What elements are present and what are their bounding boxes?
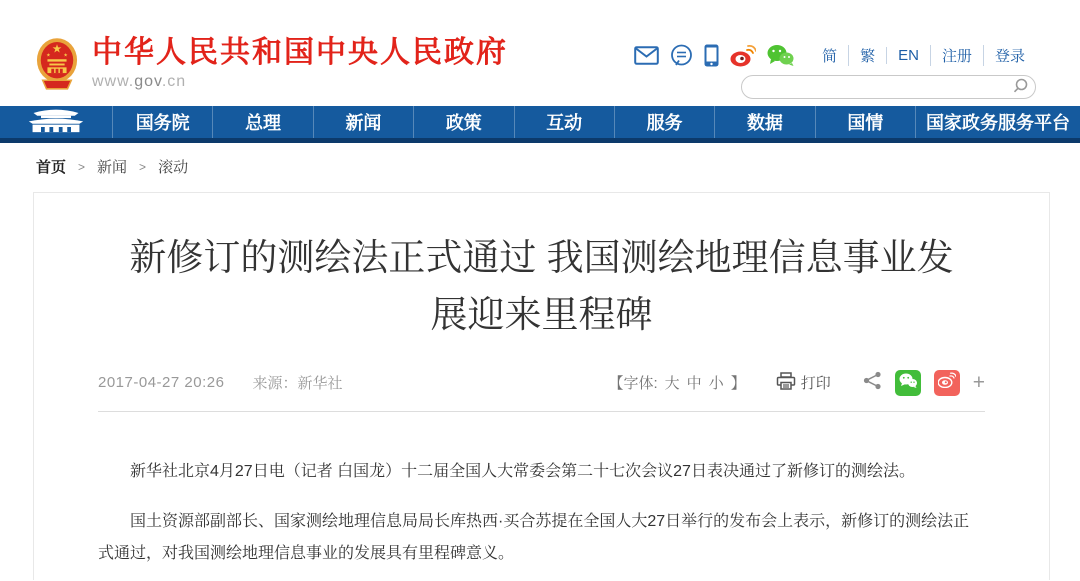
font-size-medium[interactable]: 中 <box>686 375 702 393</box>
share-wechat-button[interactable] <box>895 370 921 396</box>
breadcrumb <box>0 143 1080 189</box>
svg-text:★: ★ <box>51 43 63 56</box>
nav-item-interaction[interactable]: 互动 <box>514 106 614 138</box>
search-input[interactable] <box>741 75 1036 99</box>
font-label-close: 】 <box>730 375 746 393</box>
article-title: 新修订的测绘法正式通过 我国测绘地理信息事业发展迎来里程碑 <box>129 237 954 336</box>
wechat-share-icon <box>899 373 917 393</box>
site-url-www: www. <box>92 73 135 90</box>
source-label: 来源： <box>252 375 298 393</box>
breadcrumb-home[interactable]: 首页 <box>36 159 67 176</box>
publish-date: 2017-04-27 20:26 <box>98 374 225 392</box>
paragraph: 新华社北京4月27日电（记者 白国龙）十二届全国人大常委会第二十七次会议27日表决通过了新修订的测绘法。 <box>130 462 915 480</box>
article-meta <box>98 372 342 393</box>
font-size-control <box>608 372 745 393</box>
weibo-icon[interactable] <box>730 44 756 67</box>
printer-icon <box>776 372 796 394</box>
tiananmen-icon <box>26 106 86 138</box>
source-value: 新华社 <box>297 375 343 393</box>
article-meta-row <box>98 368 985 398</box>
nav-item-policies[interactable]: 政策 <box>413 106 513 138</box>
link-register[interactable]: 注册 <box>930 45 983 66</box>
nav-home[interactable] <box>0 106 112 138</box>
site-logo[interactable] <box>36 36 508 97</box>
nav-item-data[interactable]: 数据 <box>714 106 814 138</box>
site-title: 中华人民共和国中央人民政府 <box>92 36 508 69</box>
share-icon <box>863 371 882 395</box>
nav-item-national-conditions[interactable]: 国情 <box>815 106 915 138</box>
share-button[interactable] <box>863 371 882 395</box>
article-body <box>98 456 985 570</box>
font-size-small[interactable]: 小 <box>708 375 724 393</box>
national-emblem-icon <box>36 36 78 97</box>
nav-item-state-council[interactable]: 国务院 <box>112 106 212 138</box>
source <box>252 372 342 393</box>
weibo-share-icon <box>938 372 956 393</box>
message-icon[interactable] <box>670 44 693 67</box>
utility-row <box>634 42 1036 68</box>
nav-item-services[interactable]: 服务 <box>614 106 714 138</box>
main-nav <box>0 106 1080 143</box>
article-toolbar <box>608 370 985 396</box>
wechat-icon[interactable] <box>767 44 794 66</box>
site-url-gov: gov <box>134 73 162 90</box>
logo-text <box>92 36 508 91</box>
article-container <box>33 192 1050 580</box>
share-weibo-button[interactable] <box>934 370 960 396</box>
svg-text:★: ★ <box>46 53 51 59</box>
font-label-open: 【字体: <box>608 375 658 393</box>
link-english[interactable]: EN <box>886 47 930 64</box>
breadcrumb-separator: > <box>139 159 147 174</box>
breadcrumb-news[interactable]: 新闻 <box>97 159 128 176</box>
search-icon <box>1013 78 1028 96</box>
mail-icon[interactable] <box>634 46 659 65</box>
breadcrumb-rolling[interactable]: 滚动 <box>158 159 189 176</box>
language-account-links <box>811 45 1036 66</box>
mobile-icon[interactable] <box>704 44 719 67</box>
site-url-cn: .cn <box>161 73 187 90</box>
breadcrumb-separator: > <box>78 159 86 174</box>
search-bar <box>741 75 1036 99</box>
link-simplified[interactable]: 简 <box>822 47 838 65</box>
print-label: 打印 <box>800 375 831 393</box>
nav-item-premier[interactable]: 总理 <box>212 106 312 138</box>
print-button[interactable] <box>776 372 831 394</box>
link-login[interactable]: 登录 <box>983 45 1036 66</box>
title-divider <box>98 411 985 412</box>
nav-item-gov-service-platform[interactable]: 国家政务服务平台 <box>915 106 1080 138</box>
nav-item-news[interactable]: 新闻 <box>313 106 413 138</box>
svg-text:★: ★ <box>63 53 68 59</box>
header-utilities <box>634 42 1036 99</box>
site-header <box>0 0 1080 106</box>
site-url <box>92 73 508 91</box>
paragraph: 国土资源部副部长、国家测绘地理信息局局长库热西·买合苏提在全国人大27日举行的发布会上表示，新修订的测绘法正式通过，对我国测绘地理信息事业的发展具有里程碑意义。 <box>98 512 970 562</box>
link-traditional[interactable]: 繁 <box>848 45 886 66</box>
search-button[interactable] <box>1008 76 1032 98</box>
more-share-button[interactable]: + <box>972 371 985 395</box>
font-size-large[interactable]: 大 <box>664 375 680 393</box>
